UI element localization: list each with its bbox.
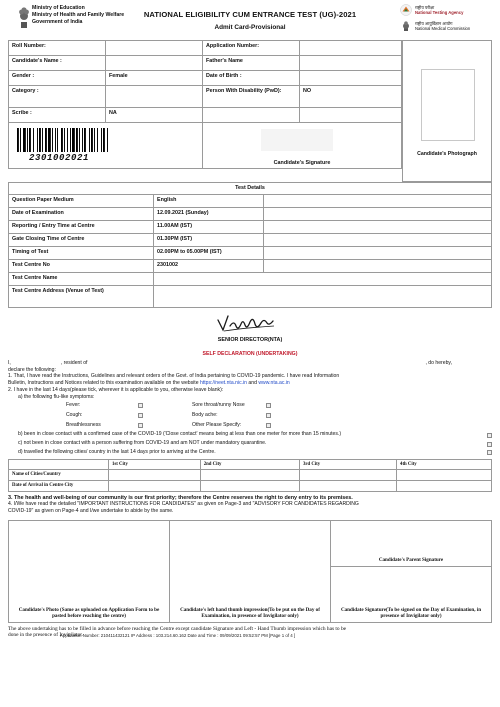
test-detail-label: Date of Examination	[9, 208, 154, 221]
city-cell[interactable]	[109, 481, 201, 492]
table-row	[9, 208, 492, 221]
declaration-point-1: 1. That, I have read the Instructions, Guidelines and relevant orders of the Govt. of India pertaining to COVID-19 pandemic. I have read Information	[8, 373, 340, 380]
table-header-row	[9, 459, 492, 470]
director-signature-icon	[214, 312, 284, 334]
gender-label: Gender :	[9, 71, 106, 86]
declaration-intro-resident: , resident of	[60, 360, 88, 366]
candidate-details-section	[8, 40, 492, 182]
director-signature-block	[8, 308, 492, 348]
application-number-label: Application Number:	[203, 41, 300, 56]
roll-number-value	[106, 41, 203, 56]
agency-logos	[400, 4, 480, 36]
nmc-logo-row	[400, 20, 480, 32]
father-name-value	[300, 56, 402, 71]
signature-placeholder-icon	[261, 129, 333, 151]
declaration-intro-declare: declare the following:	[8, 366, 56, 373]
declaration-point-2c-row	[18, 440, 492, 447]
gender-value: Female	[106, 71, 203, 86]
father-name-label: Father's Name	[203, 56, 300, 71]
city-header: 2nd City	[200, 459, 299, 470]
test-detail-label: Reporting / Entry Time at Centre	[9, 221, 154, 234]
photograph-box	[402, 40, 492, 182]
declaration-intro-line	[8, 360, 492, 367]
declaration-point-4a: 4. I/We have read the detailed "IMPORTANT INSTRUCTIONS FOR CANDIDATES" as given on Page-3 and "ADVISORY FOR CANDIDATES REGARDING	[8, 501, 359, 508]
symptom-other-label: Other Please Specify:	[192, 421, 242, 428]
footer-line-2: done in the presence of Invigilator.	[8, 632, 84, 639]
test-detail-value: English	[154, 195, 264, 208]
test-detail-value: 12.09.2021 (Sunday)	[154, 208, 264, 221]
barcode-number: 2301002021	[29, 153, 90, 163]
city-cell[interactable]	[397, 481, 492, 492]
symptom-body-ache-label: Body ache:	[192, 412, 218, 419]
declaration-point-2d: d) travelled the following cities/ country in the last 14 days prior to arriving at the Centre.	[18, 448, 216, 455]
nmc-emblem-icon	[400, 20, 412, 32]
candidate-name-value	[106, 56, 203, 71]
symptom-fever-checkbox[interactable]	[138, 403, 143, 408]
table-row	[9, 481, 492, 492]
table-row	[9, 195, 492, 208]
table-row	[9, 286, 492, 308]
declaration-point-2: 2. I have in the last 14 days(please tick, wherever it is applicable to you, otherwise leave blank):	[8, 386, 224, 393]
signature-cell	[203, 123, 402, 169]
city-cell[interactable]	[299, 481, 396, 492]
dob-label: Date of Birth :	[203, 71, 300, 86]
pwd-label: Person With Disability (PwD):	[203, 86, 300, 108]
declaration-point-2d-row	[18, 449, 492, 456]
declaration-point-2c: c) not been in close contact with a person suffering from COVID-19 and am NOT under mandatory quarantine.	[18, 440, 267, 447]
test-detail-value	[154, 273, 492, 286]
candidate-name-label: Candidate's Name :	[9, 56, 106, 71]
candidate-signature-caption: Candidate's Signature	[273, 159, 331, 166]
candidate-photo-box: Candidate's Photo (Same as uploaded on Application Form to be pasted before reaching the centre)	[9, 520, 170, 622]
declaration-point-1b: Bulletin, Instructions and Notices related to this examination available on the website	[8, 380, 199, 387]
nmc-text: राष्ट्रीय आयुर्विज्ञान आयोग National Medical Commission	[415, 20, 471, 31]
symptom-sore-throat-label: Sore throat/runny Nose	[192, 402, 245, 409]
symptom-cough-label: Cough:	[66, 412, 83, 419]
test-detail-extra	[264, 260, 492, 273]
test-details-heading: Test Details	[9, 183, 492, 195]
test-detail-label: Test Centre Address (Venue of Test)	[9, 286, 154, 308]
symptom-cough-checkbox[interactable]	[138, 413, 143, 418]
nta-text: राष्ट्रीय परीक्षा National Testing Agency	[415, 4, 464, 15]
signature-boxes-table	[8, 520, 492, 623]
empty-cell	[300, 108, 402, 123]
declaration-intro-i: I,	[8, 360, 11, 366]
symptom-fever-label: Fever:	[66, 402, 81, 409]
ministry-education: Ministry of Education	[32, 5, 85, 11]
nta-website-link[interactable]: www.nta.ac.in	[258, 380, 290, 387]
city-cell[interactable]	[299, 470, 396, 481]
application-number-value	[300, 41, 402, 56]
roll-number-label: Roll Number:	[9, 41, 106, 56]
candidate-signature-box: Candidate Signature(To be signed on the Day of Examination, in presence of Invigilator only)	[331, 566, 492, 622]
empty-cell	[203, 108, 300, 123]
table-row	[9, 108, 402, 123]
neet-website-link[interactable]: https://neet.nta.nic.in	[199, 380, 247, 387]
thumb-impression-box: Candidate's left hand thumb impression(To be put on the Day of Examination, in presence of Invigilator only)	[170, 520, 331, 622]
test-detail-value: 11.00AM (IST)	[154, 221, 264, 234]
close-contact-checkbox[interactable]	[487, 433, 492, 438]
test-detail-value: 2301002	[154, 260, 264, 273]
test-detail-extra	[264, 195, 492, 208]
declaration-point-3: 3. The health and well-being of our community is our first priority; therefore the Centre reserves the right to deny entry to its premises.	[8, 494, 353, 501]
city-cell[interactable]	[397, 470, 492, 481]
declaration-point-2b: b) been in close contact with a confirmed case of the COVID-19 ('Close contact' means being at less than one meter for more than 15 minutes.)	[18, 431, 342, 438]
symptom-other-checkbox[interactable]	[266, 423, 271, 428]
symptom-sore-throat-checkbox[interactable]	[266, 403, 271, 408]
table-row	[9, 470, 492, 481]
table-row	[9, 247, 492, 260]
category-label: Category :	[9, 86, 106, 108]
declaration-body	[8, 360, 492, 456]
table-row	[9, 123, 402, 169]
test-details-table	[8, 182, 492, 308]
table-row	[9, 86, 402, 108]
ministry-health: Ministry of Health and Family Welfare	[32, 12, 125, 19]
city-header: 1st City	[109, 459, 201, 470]
table-row	[9, 273, 492, 286]
test-detail-extra	[264, 208, 492, 221]
city-header: 3rd City	[299, 459, 396, 470]
arrival-date-label: Date of Arrival in Centre City	[9, 481, 109, 492]
test-detail-label: Question Paper Medium	[9, 195, 154, 208]
table-row	[9, 71, 402, 86]
category-value	[106, 86, 203, 108]
city-header: 4th City	[397, 459, 492, 470]
city-cell[interactable]	[109, 470, 201, 481]
footer-line-1: The above undertaking has to be filled in advance before reaching the Centre except candidate Signature and Left - Hand Thumb impression which has to be	[8, 625, 347, 632]
test-detail-label: Test Centre Name	[9, 273, 154, 286]
test-detail-label: Gate Closing Time of Centre	[9, 234, 154, 247]
scribe-value: NA	[106, 108, 203, 123]
declaration-intro-hereby: , do hereby,	[425, 360, 452, 366]
cities-name-label: Name of Cities/Country	[9, 470, 109, 481]
test-detail-label: Timing of Test	[9, 247, 154, 260]
parent-signature-box: Candidate's Parent Signature	[331, 520, 492, 566]
declaration-point-4b: COVID-19" as given on Page-4 and I/we undertake to abide by the same.	[8, 508, 174, 515]
test-detail-extra	[264, 234, 492, 247]
declaration-point-4	[8, 501, 492, 514]
declaration-point-2b-row	[18, 431, 492, 438]
symptom-body-ache-checkbox[interactable]	[266, 413, 271, 418]
candidate-photo-placeholder	[421, 69, 475, 141]
barcode-icon	[17, 128, 133, 152]
symptoms-grid	[66, 402, 492, 428]
table-row	[9, 234, 492, 247]
declaration-and: and	[248, 380, 257, 387]
self-declaration-heading: SELF DECLARATION (UNDERTAKING)	[202, 351, 298, 357]
test-detail-value: 01.30PM (IST)	[154, 234, 264, 247]
table-row	[9, 260, 492, 273]
declaration-point-1-cont	[8, 380, 492, 387]
test-detail-extra	[264, 247, 492, 260]
dob-value	[300, 71, 402, 86]
symptom-breathlessness-label: Breathlessness	[66, 421, 101, 428]
cities-corner-cell	[9, 459, 109, 470]
pwd-value: NO	[300, 86, 402, 108]
travel-checkbox[interactable]	[487, 450, 492, 455]
candidate-photograph-caption: Candidate's Photograph	[417, 151, 477, 157]
footer-meta: Application Number: 210411432121 IP Address : 103.214.60.162 Date and Time : 09/09/2021 09:52:57 PM [Page 1 of 4 ]	[60, 632, 296, 638]
table-row	[9, 56, 402, 71]
table-row	[9, 520, 492, 566]
director-title: SENIOR DIRECTOR(NTA)	[217, 337, 283, 343]
exam-title: NATIONAL ELIGIBILITY CUM ENTRANCE TEST (UG)-2021	[143, 10, 357, 19]
header	[8, 0, 492, 40]
nta-logo-row	[400, 4, 480, 16]
table-header-row	[9, 183, 492, 195]
table-row	[9, 41, 402, 56]
footer	[8, 626, 492, 642]
cities-table	[8, 459, 492, 492]
scribe-label: Scribe :	[9, 108, 106, 123]
no-contact-checkbox[interactable]	[487, 442, 492, 447]
admit-card-subtitle: Admit Card-Provisional	[214, 24, 286, 31]
test-detail-value: 02.00PM to 05.00PM (IST)	[154, 247, 264, 260]
candidate-details-table	[8, 40, 402, 169]
declaration-point-2a: a) the following flu-like symptoms:	[18, 393, 95, 400]
nta-logo-icon	[400, 4, 412, 16]
test-detail-label: Test Centre No	[9, 260, 154, 273]
table-row	[9, 221, 492, 234]
test-detail-value	[154, 286, 492, 308]
city-cell[interactable]	[200, 470, 299, 481]
barcode-cell	[9, 123, 203, 169]
symptom-breathlessness-checkbox[interactable]	[138, 423, 143, 428]
city-cell[interactable]	[200, 481, 299, 492]
test-detail-extra	[264, 221, 492, 234]
government-of-india: Government of India	[32, 19, 83, 26]
